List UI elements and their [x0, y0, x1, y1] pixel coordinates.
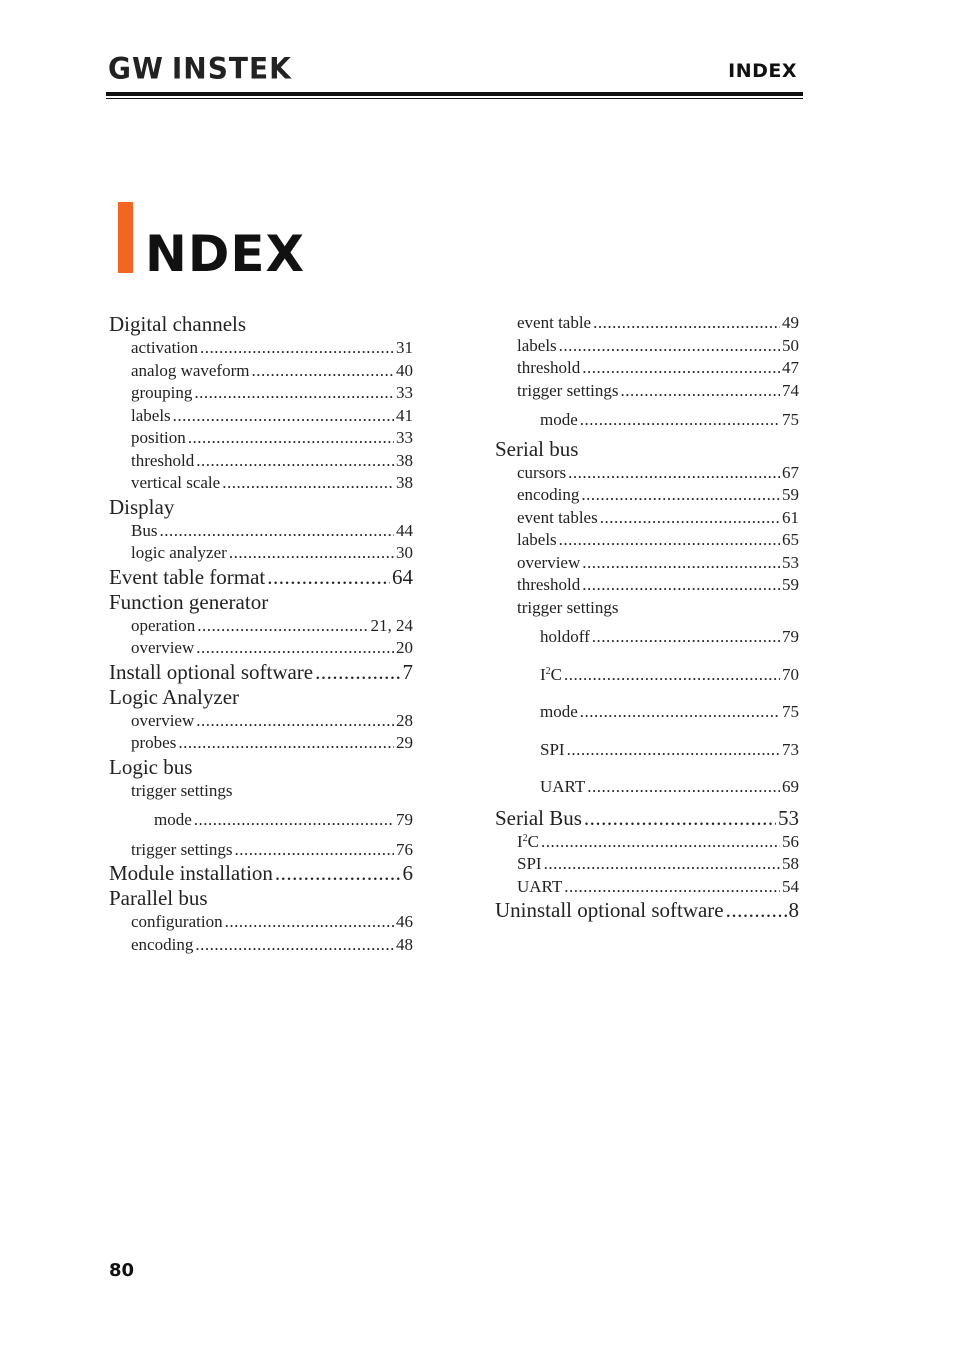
dot-leader	[559, 529, 780, 552]
index-entry-term: overview	[131, 638, 195, 657]
index-entry-term: labels	[131, 405, 171, 425]
index-entry	[495, 664, 799, 687]
index-entry-page: 73	[782, 739, 799, 759]
index-entry-page: 79	[396, 810, 413, 829]
dot-leader	[159, 520, 394, 543]
logo-instek: INSTEK	[171, 51, 292, 86]
index-entry-term: trigger settings	[131, 780, 233, 800]
index-entry-page: 28	[396, 710, 413, 730]
index-entry	[109, 911, 413, 934]
dot-leader	[582, 574, 780, 597]
index-entry-term: labels	[517, 530, 557, 549]
index-entry-page: 75	[782, 410, 799, 429]
index-entry-term: labels	[517, 335, 557, 355]
index-entry-term: Logic Analyzer	[109, 684, 240, 709]
section-header-title: INDEX	[728, 60, 797, 82]
index-entry	[495, 831, 799, 854]
dot-leader	[251, 360, 394, 383]
index-entry-term: trigger settings	[131, 839, 233, 859]
dot-leader	[196, 637, 394, 660]
index-entry-term: threshold	[517, 358, 581, 377]
index-entry-term: threshold	[131, 450, 195, 470]
index-entry-term: $I^2C$	[517, 831, 540, 851]
index-entry-page: 33	[396, 383, 413, 402]
index-entry-term: vertical scale	[131, 473, 221, 492]
index-entry-term: Digital channels	[109, 312, 247, 336]
index-entry-term: SPI	[540, 739, 565, 759]
index-entry-page: 75	[782, 702, 799, 721]
index-entry-term: Bus	[131, 520, 158, 540]
index-entry	[109, 839, 413, 862]
dot-leader	[200, 337, 394, 360]
dot-leader	[581, 484, 780, 507]
dot-leader	[178, 732, 394, 755]
index-entry	[109, 886, 413, 911]
index-entry-term: cursors	[517, 462, 567, 482]
index-entry	[109, 732, 413, 755]
dot-leader	[564, 664, 780, 687]
index-entry-term: logic analyzer	[131, 543, 227, 562]
index-entry-term: Parallel bus	[109, 886, 208, 910]
index-entry-term: overview	[131, 710, 195, 730]
index-entry-page: 76	[396, 839, 413, 859]
index-entry	[495, 552, 799, 575]
index-entry-page: 20	[396, 638, 413, 657]
index-entry	[109, 450, 413, 473]
index-entry	[495, 357, 799, 380]
index-entry-page: 50	[782, 335, 799, 355]
dot-leader	[621, 380, 780, 403]
index-entry-term: SPI	[517, 854, 542, 873]
dot-leader	[582, 357, 780, 380]
index-entry-term: UART	[517, 876, 563, 896]
dot-leader	[580, 701, 780, 724]
index-entry-term: threshold	[517, 575, 581, 594]
index-entry-term: Function generator	[109, 589, 269, 614]
index-entry-term: mode	[154, 810, 192, 829]
dot-leader	[580, 409, 780, 432]
title-initial-bar	[118, 202, 133, 273]
index-entry	[495, 776, 799, 799]
index-entry	[495, 626, 799, 649]
header-rule-thin	[106, 98, 803, 99]
index-column-left	[109, 312, 413, 956]
index-entry	[495, 597, 799, 620]
index-entry	[495, 437, 799, 462]
index-entry	[109, 427, 413, 450]
index-entry-term: probes	[131, 733, 177, 752]
index-entry	[109, 934, 413, 957]
index-entry	[109, 472, 413, 495]
index-entry-term: analog waveform	[131, 360, 250, 380]
dot-leader	[568, 462, 780, 485]
index-entry-page: 46	[396, 912, 413, 931]
index-entry	[109, 312, 413, 337]
index-entry	[495, 876, 799, 899]
index-entry-page: 61	[782, 507, 799, 527]
index-entry	[109, 520, 413, 543]
index-entry-page: 53	[778, 805, 799, 830]
index-entry-page: 47	[782, 358, 799, 377]
index-entry-term: configuration	[131, 912, 223, 931]
index-entry-term: mode	[540, 702, 578, 721]
header-rule-thick	[106, 92, 803, 96]
index-entry	[109, 637, 413, 660]
index-entry-page: 38	[396, 473, 413, 492]
index-entry	[495, 484, 799, 507]
dot-leader	[587, 776, 780, 799]
index-entry-term: encoding	[517, 485, 580, 504]
logo-gw: GW	[108, 51, 164, 86]
index-entry-page: 40	[396, 360, 413, 380]
index-entry-term: holdoff	[540, 627, 590, 646]
dot-leader	[194, 809, 394, 832]
index-entry-page: 69	[782, 777, 799, 796]
index-entry-page: 44	[396, 520, 413, 540]
index-entry-term: event tables	[517, 507, 598, 527]
index-entry-page: 54	[782, 876, 799, 896]
dot-leader	[564, 876, 780, 899]
index-entry	[495, 409, 799, 432]
index-entry	[109, 405, 413, 428]
index-entry-term: Module installation	[109, 861, 273, 885]
index-entry-page: 48	[396, 934, 413, 954]
index-entry	[495, 806, 799, 831]
index-entry	[109, 685, 413, 710]
index-entry	[109, 542, 413, 565]
dot-leader	[600, 507, 780, 530]
index-entry	[109, 861, 413, 886]
index-entry-page: 58	[782, 854, 799, 873]
index-entry-page: 79	[782, 627, 799, 646]
index-entry-term: Serial bus	[495, 436, 579, 461]
index-column-right	[495, 312, 799, 923]
dot-leader	[195, 934, 394, 957]
dot-leader	[593, 312, 780, 335]
index-entry	[495, 462, 799, 485]
index-entry	[109, 710, 413, 733]
index-entry	[109, 495, 413, 520]
index-entry-term: overview	[517, 552, 581, 572]
index-entry	[495, 701, 799, 724]
dot-leader	[235, 839, 394, 862]
index-entry-term: Logic bus	[109, 754, 193, 779]
index-entry	[109, 809, 413, 832]
index-entry	[109, 590, 413, 615]
dot-leader	[726, 898, 787, 923]
dot-leader	[584, 806, 776, 831]
page-number: 80	[109, 1260, 135, 1281]
dot-leader	[222, 472, 394, 495]
dot-leader	[544, 853, 780, 876]
index-entry-page: 31	[396, 338, 413, 357]
index-entry	[495, 335, 799, 358]
index-entry-term: $I^2C$	[540, 664, 563, 684]
index-entry-term: mode	[540, 410, 578, 429]
index-entry-term: activation	[131, 338, 199, 357]
index-entry-term: trigger settings	[517, 597, 619, 617]
index-entry-page: 30	[396, 543, 413, 562]
index-entry-page: 29	[396, 733, 413, 752]
dot-leader	[225, 911, 394, 934]
index-entry-page: 56	[782, 831, 799, 851]
index-entry-term: Uninstall optional software	[495, 898, 724, 922]
index-entry-term: grouping	[131, 383, 193, 402]
index-entry-page: 38	[396, 450, 413, 470]
dot-leader	[592, 626, 780, 649]
index-entry-page: 49	[782, 313, 799, 332]
dot-leader	[275, 861, 401, 886]
index-entry-term: operation	[131, 615, 196, 635]
index-entry	[109, 565, 413, 590]
index-entry-term: Install optional software	[109, 659, 314, 684]
index-entry	[109, 615, 413, 638]
index-entry-page: 53	[782, 552, 799, 572]
dot-leader	[229, 542, 394, 565]
dot-leader	[541, 831, 780, 854]
index-entry-page: 59	[782, 485, 799, 504]
index-entry	[495, 574, 799, 597]
dot-leader	[267, 565, 390, 590]
index-entry-term: event table	[517, 313, 592, 332]
index-entry-page: 74	[782, 380, 799, 400]
index-entry-term: Serial Bus	[495, 805, 582, 830]
index-entry-page: 33	[396, 428, 413, 447]
index-entry	[109, 755, 413, 780]
dot-leader	[197, 615, 368, 638]
index-entry	[495, 312, 799, 335]
index-entry	[109, 360, 413, 383]
index-entry-page: 64	[392, 564, 413, 589]
index-entry-page: 70	[782, 664, 799, 684]
dot-leader	[196, 450, 394, 473]
dot-leader	[196, 710, 394, 733]
index-entry-term: position	[131, 428, 186, 447]
index-entry-term: encoding	[131, 934, 194, 954]
index-entry-term: trigger settings	[517, 380, 619, 400]
index-entry	[495, 739, 799, 762]
index-entry	[109, 382, 413, 405]
gw-instek-logo	[108, 51, 292, 86]
dot-leader	[582, 552, 780, 575]
index-entry-page: 67	[782, 462, 799, 482]
dot-leader	[173, 405, 394, 428]
dot-leader	[188, 427, 394, 450]
index-entry-page: 7	[402, 659, 413, 684]
index-entry	[495, 853, 799, 876]
index-entry-page: 41	[396, 405, 413, 425]
dot-leader	[567, 739, 780, 762]
index-entry-page: 59	[782, 575, 799, 594]
index-entry	[495, 529, 799, 552]
index-entry	[495, 380, 799, 403]
index-entry-page: 21, 24	[370, 615, 413, 635]
index-entry-term: Display	[109, 494, 175, 519]
dot-leader	[194, 382, 394, 405]
dot-leader	[559, 335, 780, 358]
index-entry-term: Event table format	[109, 564, 266, 589]
index-entry	[109, 337, 413, 360]
index-entry-page: 6	[402, 861, 413, 885]
index-entry-page: 65	[782, 530, 799, 549]
dot-leader	[315, 660, 400, 685]
index-entry	[495, 898, 799, 923]
index-entry-page: 8	[788, 898, 799, 922]
title-word: NDEX	[145, 225, 306, 283]
index-entry-term: UART	[540, 777, 586, 796]
index-entry	[495, 507, 799, 530]
index-entry	[109, 660, 413, 685]
index-entry	[109, 780, 413, 803]
